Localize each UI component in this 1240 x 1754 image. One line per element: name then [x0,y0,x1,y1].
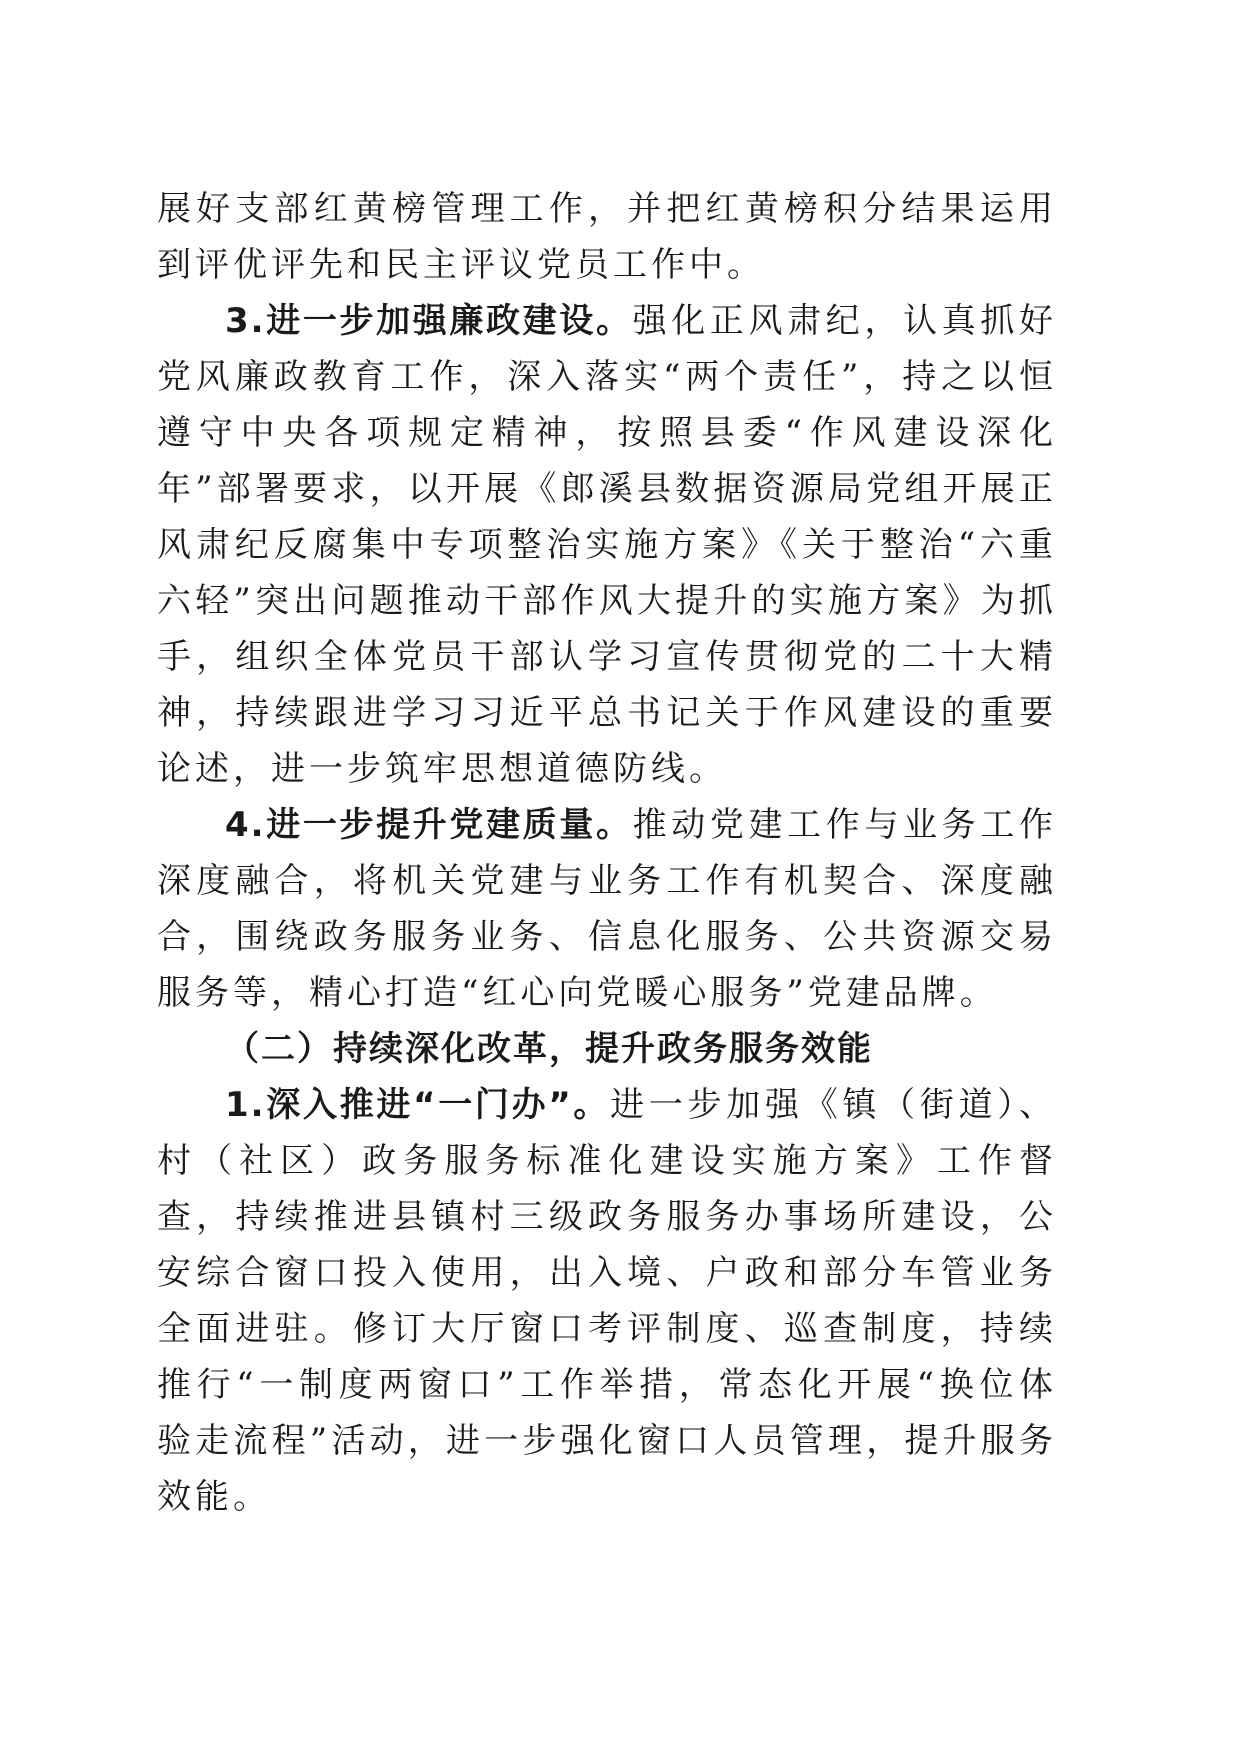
paragraph-text: 推动党建工作与业务工作深度融合，将机关党建与业务工作有机契合、深度融合，围绕政务服务业务、信息化服务、公共资源交易服务等，精心打造“红心向党暖心服务”党建品牌。 [157,805,1057,1013]
paragraph-item-3 [157,293,1057,797]
item-heading: 3.进一步加强廉政建设。 [225,301,633,341]
section-heading: （二）持续深化改革，提升政务服务效能 [225,1029,873,1069]
paragraph-text: 展好支部红黄榜管理工作，并把红黄榜积分结果运用到评优评先和民主评议党员工作中。 [157,189,1057,285]
document-body [157,181,1057,1525]
paragraph-text: 进一步加强《镇（街道）、村（社区）政务服务标准化建设实施方案》工作督查，持续推进县镇村三级政务服务办事场所建设，公安综合窗口投入使用，出入境、户政和部分车管业务全面进驻。修订大厅窗口考评制度、巡查制度，持续推行“一制度两窗口”工作举措，常态化开展“换位体验走流程”活动，进一步强化窗口人员管理，提升服务效能。 [157,1085,1058,1517]
item-heading: 1.深入推进“一门办”。 [225,1085,611,1125]
paragraph-item-4 [157,797,1057,1021]
paragraph-continuation [157,181,1057,293]
item-heading: 4.进一步提升党建质量。 [225,805,633,845]
paragraph-text: 强化正风肃纪，认真抓好党风廉政教育工作，深入落实“两个责任”，持之以恒遵守中央各项规定精神，按照县委“作风建设深化年”部署要求，以开展《郎溪县数据资源局党组开展正风肃纪反腐集中专项整治实施方案》《关于整治“六重六轻”突出问题推动干部作风大提升的实施方案》为抓手，组织全体党员干部认学习宣传贯彻党的二十大精神，持续跟进学习习近平总书记关于作风建设的重要论述，进一步筑牢思想道德防线。 [157,301,1057,789]
paragraph-section-item-1 [157,1077,1057,1525]
